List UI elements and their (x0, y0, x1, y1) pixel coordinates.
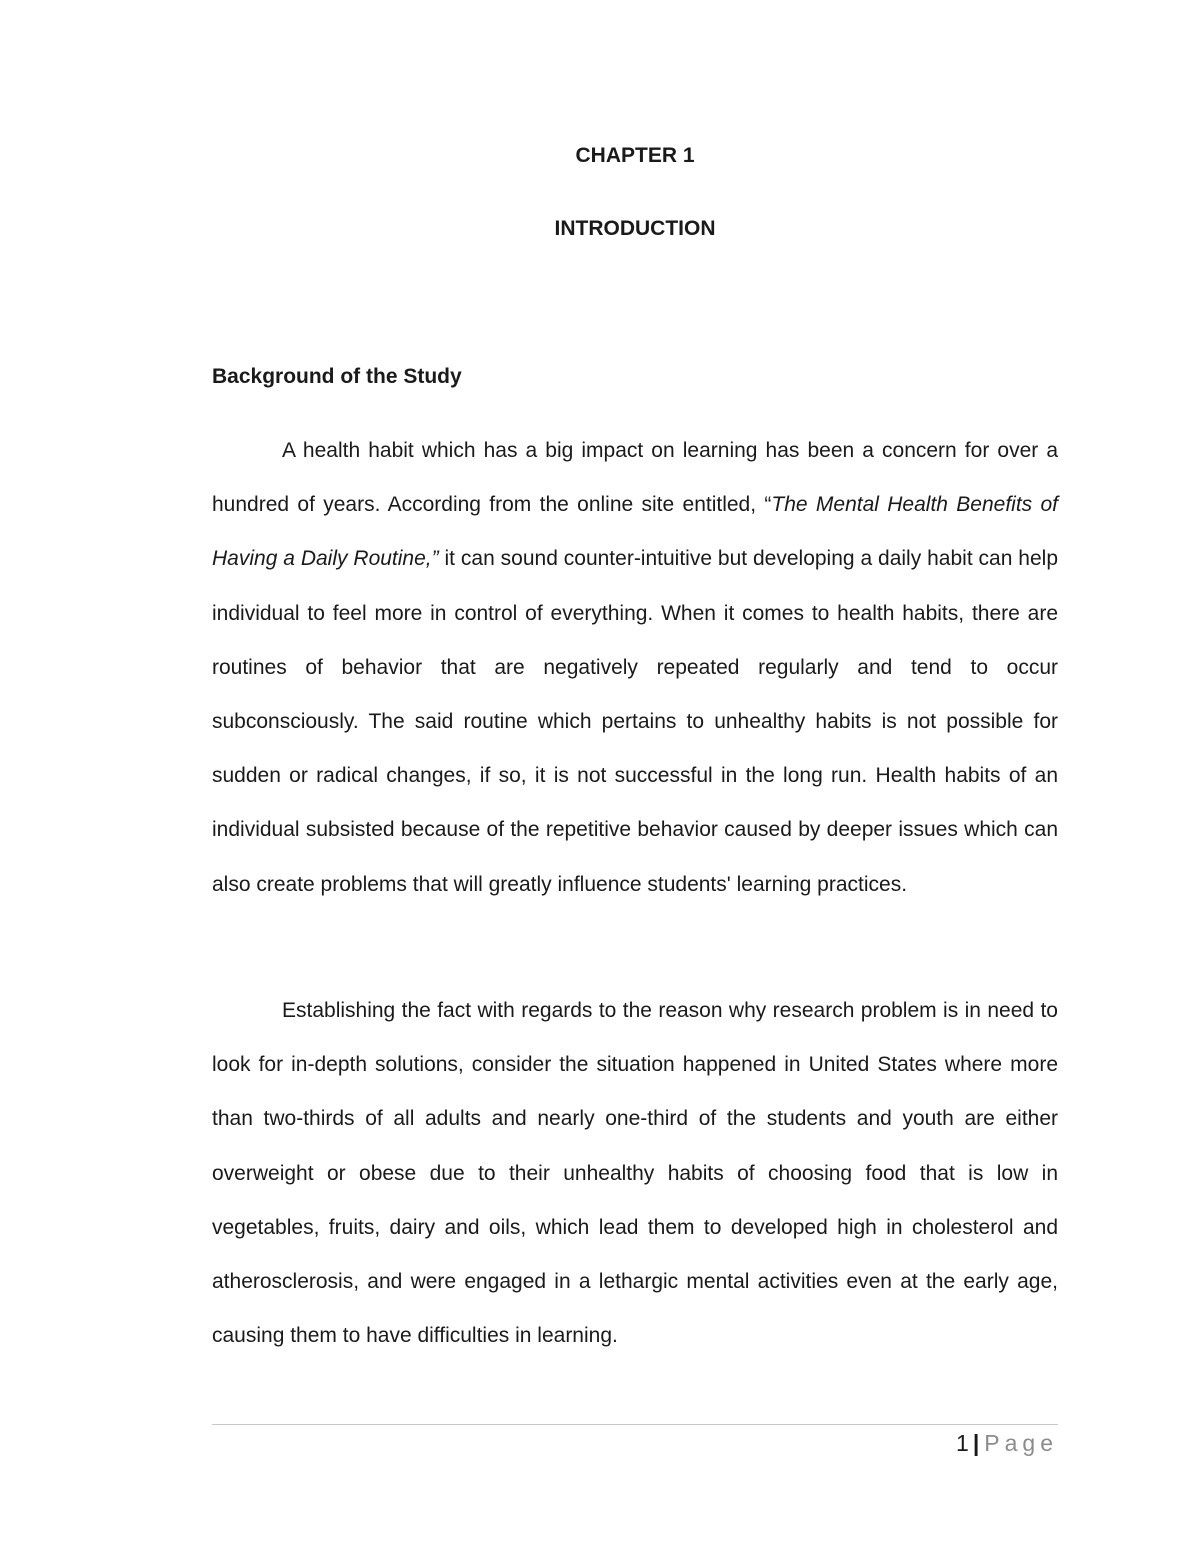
page-label: Page (984, 1430, 1058, 1456)
page-separator: | (972, 1430, 980, 1456)
paragraph-1-article-title: The Mental Health Benefits of Having a Daily Routine,” (212, 493, 1059, 571)
chapter-heading: CHAPTER 1 (575, 144, 695, 167)
paragraph-1 (212, 424, 1058, 912)
page-footer (956, 1427, 1058, 1459)
paragraph-1-text-end: it can sound counter-intuitive but developing a daily habit can help individual to feel more in control of everything. When it comes to health habits, there are routines of behavior that are negatively repeated regularly and tend to occur subconsciously. The said routine which pertains to unhealthy habits is not possible for sudden or radical changes, if so, it is not successful in the long run. Health habits of an individual subsisted because of the repetitive behavior caused by deeper issues which can also create problems that will greatly influence students' learning practices. (212, 547, 1059, 896)
paragraph-2: Establishing the fact with regards to the reason why research problem is in need to look for in-depth solutions, consider the situation happened in United States where more than two-thirds of all adults and nearly one-third of the students and youth are either overweight or obese due to their unhealthy habits of choosing food that is low in vegetables, fruits, dairy and oils, which lead them to developed high in cholesterol and atherosclerosis, and were engaged in a lethargic mental activities even at the early age, causing them to have difficulties in learning. (212, 999, 1058, 1348)
paragraph-1-text-start: A health habit which has a big impact on learning has been a concern for over a hundred of years. According from the online site entitled, “ (212, 439, 1058, 517)
chapter-title: INTRODUCTION (554, 217, 716, 240)
footer-divider (212, 1424, 1058, 1425)
page-number: 1 (956, 1430, 969, 1456)
section-heading: Background of the Study (212, 365, 462, 388)
